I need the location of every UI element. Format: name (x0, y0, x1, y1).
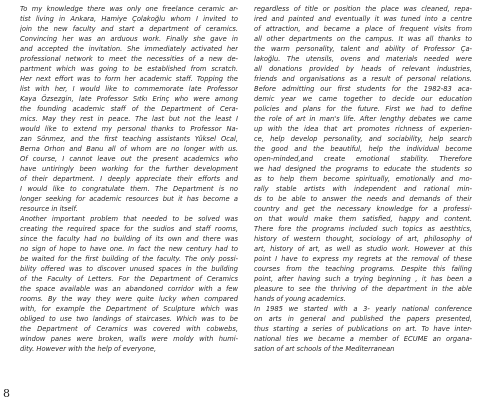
text-line: policies and plans for the future. First we had to define (254, 105, 472, 113)
text-line: Of course, I cannot leave out the present academics who (20, 155, 238, 163)
right-text-column (254, 4, 472, 354)
text-line: since the faculty had no building of its own and there was (20, 235, 238, 243)
text-line: of attraction, and became a place of frequent visits from (254, 25, 472, 33)
left-text-column (20, 4, 238, 354)
text-line: professional network to meet the necessities of a new de- (20, 55, 238, 63)
text-line: ired and painted and eventually it was tuned into a centre (254, 15, 472, 23)
text-line: To my knowledge there was only one freelance ceramic ar- (20, 5, 238, 13)
text-line: longer seeking for academic resources but it has become a (20, 195, 238, 203)
text-line: hands of young academics. (254, 295, 346, 303)
text-line: Before admitting our first students for the 1982-83 aca- (254, 85, 472, 93)
page-number: 8 (3, 387, 10, 400)
text-line: Convincing her was an arduous work. Finally she gave in (20, 35, 238, 43)
text-line: dity. However with the help of everyone, (20, 345, 157, 353)
text-line: Berna Orhon and Banu all of whom are no longer with us. (20, 145, 238, 153)
text-line: would like to extend my personal thanks to Professor Na- (20, 125, 238, 133)
text-line: the good and the beautiful, help the individual become (254, 145, 472, 153)
text-line: partment which was going to be established from scratch. (20, 65, 238, 73)
text-line: of the Faculty of Letters. For the Department of Ceramics (20, 275, 238, 283)
text-line: creating the required space for the sudios and staff rooms, (20, 225, 238, 233)
text-line: resource in itself. (20, 205, 78, 213)
text-line: art, history of art, as well as studio work. However at this (254, 245, 472, 253)
text-line: open-minded,and create emotional stability. Therefore (254, 155, 472, 163)
text-line: of their department. I deeply appreciate their efforts and (20, 175, 238, 183)
text-line: ce, help develop personality, and sociability, help search (254, 135, 472, 143)
text-line: rooms. By the way they were quite lucky when compared (20, 295, 238, 303)
text-line: no sign of hope to have one. In fact the new century had to (20, 245, 238, 253)
text-line: bility offered was to discover unused spaces in the building (20, 265, 238, 273)
text-line: we had designed the programs to educate the students so (254, 165, 472, 173)
text-line: sation of art schools of the Mediterranean (254, 345, 395, 353)
text-line: with, for example the Department of Sculpture which was (20, 305, 238, 313)
text-line: the role of art in man's life. After lengthy debates we came (254, 115, 472, 123)
text-line: the warm personality, talent and ability of Professor Ça- (254, 45, 472, 53)
text-line: pleasure to see the thriving of the department in the able (254, 285, 472, 293)
text-line: lakoğlu. The utensils, ovens and materials needed were (254, 55, 472, 63)
text-line: In 1985 we started with a 3- yearly national conference (254, 305, 472, 313)
text-line: There fore the programs included such topics as aesthtics, (254, 225, 472, 233)
text-line: all donations provided by heads of relevant industries, (254, 65, 472, 73)
text-line: friends and organisations as a result of personal relations. (254, 75, 472, 83)
text-line: tist living in Ankara, Hamiye Çolakoğlu whom I invited to (20, 15, 238, 23)
text-line: have untiringly been working for the further development (20, 165, 238, 173)
text-line: Kaya Özsezgin, late Professor Sıtkı Erinç who were among (20, 95, 238, 103)
text-line: obliged to use two landings of staircases. Which was to be (20, 315, 238, 323)
text-line: thus starting a series of publications on art. To have inter- (254, 325, 472, 333)
text-line: be waited for the first building of the faculty. The only possi- (20, 255, 238, 263)
text-line: national ties we became a member of ECUME an organa- (254, 335, 472, 343)
text-line: demic year we came together to decide our education (254, 95, 472, 103)
text-line: zan Sönmez, and the first teaching assistants Yüksel Ocal, (20, 135, 238, 143)
text-line: I would like to congratulate them. The Department is no (20, 185, 238, 193)
text-line: the space available was an abandoned corridor with a few (20, 285, 238, 293)
text-line: country and get the necessary knowledge for a professi- (254, 205, 472, 213)
text-line: history of western thought, sociology of art, philosophy of (254, 235, 472, 243)
text-line: ds to be able to answer the needs and demands of their (254, 195, 472, 203)
text-line: list with her, I would like to commemorate late Professor (20, 85, 238, 93)
text-line: and accepted the invitation. She immediately activated her (20, 45, 238, 53)
text-line: mics. May they rest in peace. The last but not the least I (20, 115, 238, 123)
text-line: Another important problem that needed to be solved was (20, 215, 238, 223)
text-line: window panes were broken, walls were moldy with humi- (20, 335, 238, 343)
text-line: up with the idea that art promotes richness of experien- (254, 125, 472, 133)
text-line: join the new faculty and start a department of ceramics. (20, 25, 238, 33)
text-line: regardless of title or position the place was cleaned, repa- (254, 5, 472, 13)
text-line: Her next effort was to form her academic staff. Topping the (20, 75, 238, 83)
text-line: all other departments on the campus. It was all thanks to (254, 35, 472, 43)
text-line: point, after having such a trying beginning , it has been a (254, 275, 472, 283)
text-line: the Department of Ceramics was covered with cobwebs, (20, 325, 238, 333)
text-line: courses from the teaching programs. Despite this failing (254, 265, 472, 273)
text-line: on that would make them satisfied, happy and content. (254, 215, 472, 223)
text-line: on arts in general and published the papers presented, (254, 315, 472, 323)
text-line: the founding academic staff of the Department of Cera- (20, 105, 238, 113)
text-line: point I have to express my regrets at the removal of these (254, 255, 472, 263)
text-line: rally stable artists with independent and rational min- (254, 185, 472, 193)
text-line: as to help them become spiritually, emotionally and mo- (254, 175, 472, 183)
